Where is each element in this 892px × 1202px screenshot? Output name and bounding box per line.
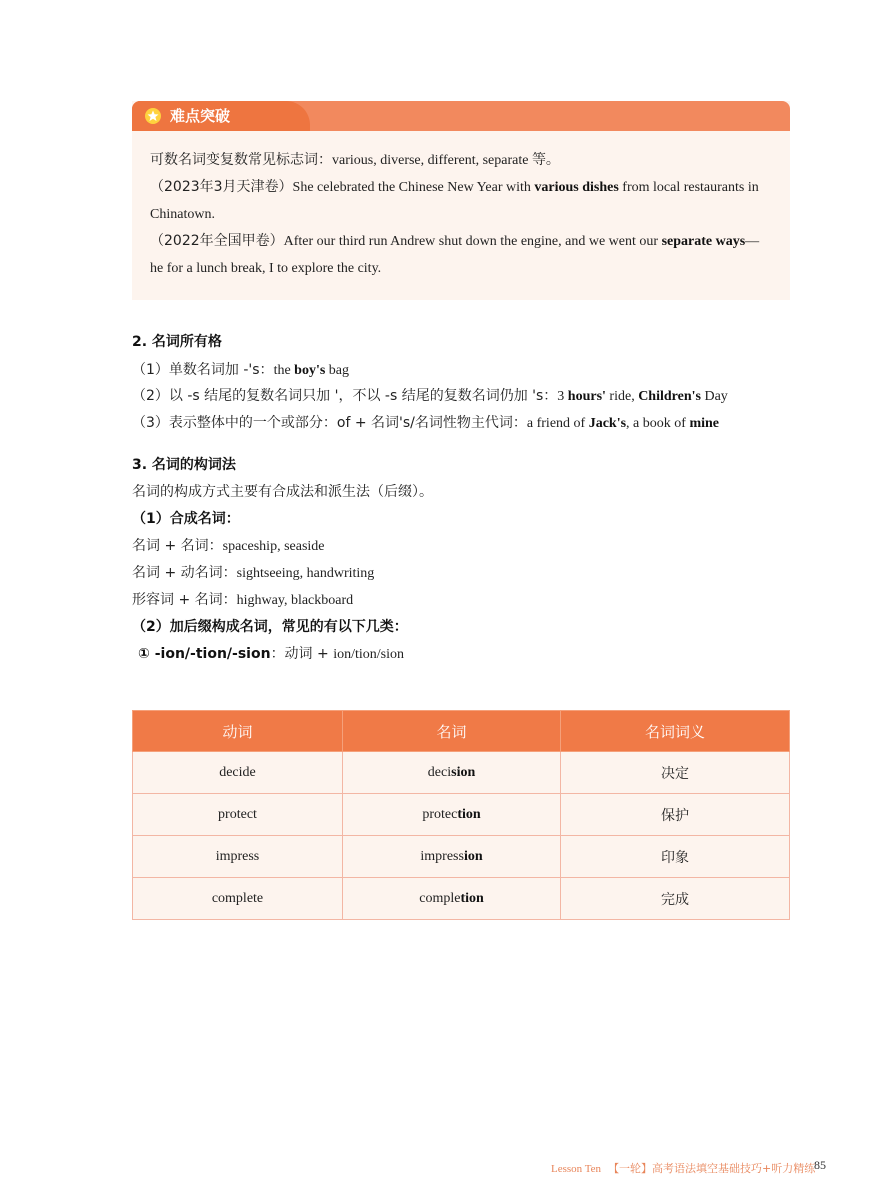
compound-rule-2: 名词 + 动名词：sightseeing, handwriting [132, 565, 375, 581]
difficulty-callout [132, 101, 790, 300]
compound-rule-3: 形容词 + 名词：highway, blackboard [132, 592, 354, 608]
section-3-heading: 3. 名词的构词法 [132, 457, 236, 473]
possessive-rule-3: （3）表示整体中的一个或部分：of + 名词's/名词性物主代词：a friend of Jack's, a book of mine [132, 415, 719, 431]
noun-cell: decision [342, 752, 560, 794]
suffix-nouns-heading: （2）加后缀构成名词，常见的有以下几类： [132, 619, 408, 635]
verb-cell: impress [133, 836, 343, 878]
compound-nouns-heading: （1）合成名词： [132, 511, 240, 527]
callout-example-1: （2023年3月天津卷）She celebrated the Chinese New Year with various dishes from local restaurants in [150, 179, 759, 195]
callout-title-tab [132, 101, 310, 131]
callout-title: 难点突破 [170, 107, 231, 125]
possessive-rule-2: （2）以 -s 结尾的复数名词只加 '，不以 -s 结尾的复数名词仍加 's：3 hours' ride, Children's Day [132, 388, 728, 404]
verb-cell: decide [133, 752, 343, 794]
word-formation-table [132, 710, 790, 920]
meaning-cell: 印象 [561, 836, 790, 878]
meaning-cell: 完成 [561, 878, 790, 920]
table-row [133, 836, 790, 878]
section-2-heading: 2. 名词所有格 [132, 334, 222, 350]
table-header-row [133, 711, 790, 752]
compound-rule-1: 名词 + 名词：spaceship, seaside [132, 538, 325, 554]
footer-lesson: Lesson Ten 【一轮】高考语法填空基础技巧+听力精练 [551, 1162, 816, 1175]
section-3-intro: 名词的构成方式主要有合成法和派生法（后缀）。 [132, 484, 433, 500]
noun-cell: impression [342, 836, 560, 878]
header-noun: 名词 [342, 711, 560, 752]
callout-line: 可数名词变复数常见标志词：various, diverse, different, separate 等。 [150, 152, 560, 168]
possessive-rule-1: （1）单数名词加 -'s：the boy's bag [132, 362, 350, 378]
noun-cell: completion [342, 878, 560, 920]
header-verb: 动词 [133, 711, 343, 752]
meaning-cell: 保护 [561, 794, 790, 836]
table-row [133, 752, 790, 794]
header-meaning: 名词词义 [561, 711, 790, 752]
star-icon [145, 108, 161, 124]
page-number: 85 [814, 1158, 826, 1172]
callout-example-2-cont: he for a lunch break, I to explore the city. [150, 261, 382, 276]
suffix-rule-ion: ① -ion/-tion/-sion：动词 + ion/tion/sion [138, 646, 404, 662]
callout-example-2: （2022年全国甲卷）After our third run Andrew shut down the engine, and we went our separate ways— [150, 233, 760, 249]
meaning-cell: 决定 [561, 752, 790, 794]
callout-example-1-cont: Chinatown. [150, 207, 215, 222]
table-row [133, 878, 790, 920]
verb-cell: protect [133, 794, 343, 836]
table-row [133, 794, 790, 836]
callout-body [150, 147, 778, 282]
verb-cell: complete [133, 878, 343, 920]
noun-cell: protection [342, 794, 560, 836]
